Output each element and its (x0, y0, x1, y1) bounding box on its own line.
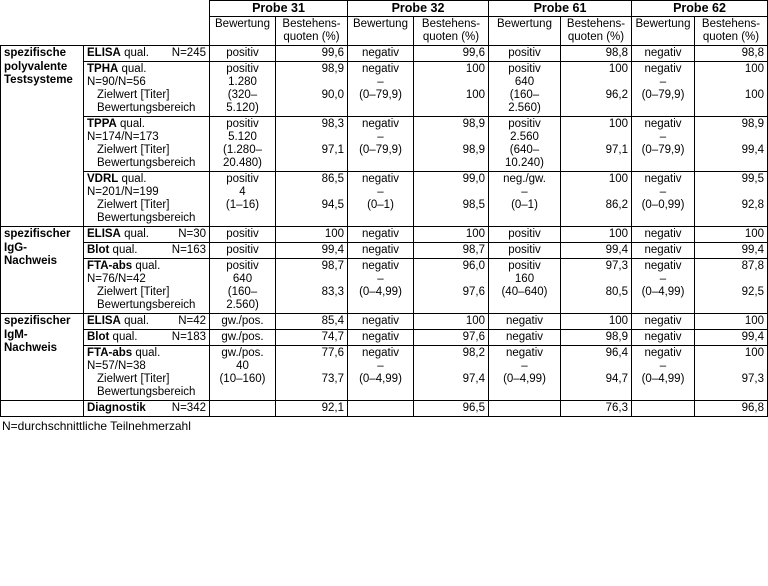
bewertung-cell (632, 401, 695, 417)
quote-cell: 97,3 80,5 (561, 259, 632, 314)
participant-count: N=245 (171, 47, 206, 59)
table-row (1, 401, 768, 417)
bewertung-cell (489, 401, 561, 417)
table-row (1, 330, 768, 346)
table-body (1, 46, 768, 417)
quoten-header: Bestehens- quoten (%) (276, 17, 348, 46)
bewertung-cell: negativ – (0–79,9) (348, 117, 414, 172)
quote-cell: 100 96,2 (561, 62, 632, 117)
quote-cell: 100 (695, 314, 768, 330)
quote-cell: 99,4 (695, 243, 768, 259)
table-row (1, 117, 768, 172)
sub-label: Bewertungsbereich (97, 386, 196, 398)
sub-label: Zielwert [Titer] (97, 199, 170, 211)
quote-cell: 92,1 (276, 401, 348, 417)
bewertung-cell: positiv (489, 46, 561, 62)
quote-cell: 98,2 97,4 (414, 346, 489, 401)
sub-label: Zielwert [Titer] (97, 89, 170, 101)
table-row (1, 346, 768, 401)
bewertung-cell: negativ – (0–4,99) (632, 346, 695, 401)
test-qualifier: qual. (109, 244, 138, 256)
bewertung-cell: negativ – (0–1) (348, 172, 414, 227)
bewertung-cell: positiv 4 (1–16) (210, 172, 276, 227)
sub-label: Zielwert [Titer] (97, 286, 170, 298)
test-name: ELISA (87, 315, 121, 327)
test-qualifier: qual. (118, 173, 147, 185)
probe-header: Probe 62 (632, 1, 768, 17)
quoten-header: Bestehens- quoten (%) (414, 17, 489, 46)
quote-cell: 99,4 (695, 330, 768, 346)
bewertung-cell: positiv (489, 243, 561, 259)
quote-cell: 100 100 (695, 62, 768, 117)
participant-count: N=342 (171, 402, 206, 414)
bewertung-cell: negativ (632, 243, 695, 259)
test-qualifier: qual. (132, 347, 161, 359)
bewertung-cell: negativ (632, 330, 695, 346)
quote-cell: 98,9 90,0 (276, 62, 348, 117)
quote-cell: 98,8 (695, 46, 768, 62)
quote-cell: 96,4 94,7 (561, 346, 632, 401)
bewertung-cell: negativ – (0–79,9) (632, 117, 695, 172)
quote-cell: 99,5 92,8 (695, 172, 768, 227)
bewertung-header: Bewertung (210, 17, 276, 46)
footnote: N=durchschnittliche Teilnehmerzahl (2, 419, 191, 433)
table-row (1, 259, 768, 314)
participant-count: N=201/N=199 (87, 186, 159, 198)
group-label: spezifische polyvalente Testsysteme (1, 46, 84, 227)
bewertung-header: Bewertung (632, 17, 695, 46)
table-row (1, 172, 768, 227)
quote-cell: 87,8 92,5 (695, 259, 768, 314)
quote-cell: 86,5 94,5 (276, 172, 348, 227)
quote-cell: 98,7 83,3 (276, 259, 348, 314)
participant-count: N=174/N=173 (87, 131, 159, 143)
test-qualifier: qual. (132, 260, 161, 272)
bewertung-cell: negativ (632, 227, 695, 243)
test-name-cell (84, 243, 210, 259)
test-name: ELISA (87, 47, 121, 59)
bewertung-cell: positiv 640 (160– 2.560) (489, 62, 561, 117)
quote-cell: 98,9 98,9 (414, 117, 489, 172)
group-label: spezifischer IgM- Nachweis (1, 314, 84, 401)
bewertung-cell: negativ – (0–79,9) (632, 62, 695, 117)
table-row (1, 314, 768, 330)
quote-cell: 100 (414, 227, 489, 243)
bewertung-cell: positiv (489, 227, 561, 243)
quote-cell: 98,8 (561, 46, 632, 62)
bewertung-cell: negativ (489, 314, 561, 330)
quote-cell: 100 (561, 227, 632, 243)
test-name-cell (84, 172, 210, 227)
test-qualifier: qual. (118, 63, 147, 75)
probe-header-row (1, 1, 768, 17)
participant-count: N=57/N=38 (87, 360, 146, 372)
bewertung-cell: negativ (348, 46, 414, 62)
test-name-cell (84, 330, 210, 346)
test-name: TPPA (87, 118, 117, 130)
quote-cell: 100 (276, 227, 348, 243)
bewertung-cell: positiv (210, 243, 276, 259)
quote-cell: 99,4 (276, 243, 348, 259)
bewertung-cell: negativ – (0–79,9) (348, 62, 414, 117)
sub-label: Bewertungsbereich (97, 102, 196, 114)
bewertung-cell: gw./pos. 40 (10–160) (210, 346, 276, 401)
test-name-cell (84, 401, 210, 417)
bewertung-cell (210, 401, 276, 417)
participant-count: N=163 (171, 244, 206, 256)
quote-cell: 99,6 (276, 46, 348, 62)
bewertung-cell: positiv (210, 46, 276, 62)
sub-label: Zielwert [Titer] (97, 144, 170, 156)
test-name: Blot (87, 244, 110, 256)
quote-cell: 76,3 (561, 401, 632, 417)
test-name-cell (84, 117, 210, 172)
sub-label: Zielwert [Titer] (97, 373, 170, 385)
probe-header: Probe 32 (348, 1, 489, 17)
quote-cell: 99,6 (414, 46, 489, 62)
quote-cell: 100 100 (414, 62, 489, 117)
participant-count: N=76/N=42 (87, 273, 146, 285)
test-name-cell (84, 346, 210, 401)
table-row (1, 46, 768, 62)
table-row (1, 243, 768, 259)
test-name: ELISA (87, 228, 121, 240)
bewertung-cell: negativ – (0–4,99) (489, 346, 561, 401)
quote-cell: 98,9 99,4 (695, 117, 768, 172)
bewertung-header: Bewertung (489, 17, 561, 46)
quote-cell: 99,4 (561, 243, 632, 259)
participant-count: N=30 (178, 228, 206, 240)
bewertung-cell: positiv 5.120 (1.280– 20.480) (210, 117, 276, 172)
quoten-header: Bestehens- quoten (%) (561, 17, 632, 46)
bewertung-cell: positiv 640 (160– 2.560) (210, 259, 276, 314)
test-name-cell (84, 227, 210, 243)
probe-header: Probe 61 (489, 1, 632, 17)
test-name: TPHA (87, 63, 119, 75)
quote-cell: 100 86,2 (561, 172, 632, 227)
bewertung-cell: positiv (210, 227, 276, 243)
bewertung-cell: negativ – (0–4,99) (348, 346, 414, 401)
quote-cell: 100 (561, 314, 632, 330)
bewertung-cell: negativ – (0–4,99) (348, 259, 414, 314)
header-blank-cell (1, 1, 210, 46)
test-qualifier: qual. (120, 228, 150, 240)
quote-cell: 98,7 (414, 243, 489, 259)
quoten-header: Bestehens- quoten (%) (695, 17, 768, 46)
participant-count: N=42 (178, 315, 206, 327)
group-label: spezifischer IgG- Nachweis (1, 227, 84, 314)
test-name: Blot (87, 331, 110, 343)
test-name: Diagnostik (87, 402, 146, 414)
bewertung-cell: negativ (348, 243, 414, 259)
quote-cell: 96,8 (695, 401, 768, 417)
test-name: FTA-abs (87, 260, 133, 272)
test-qualifier: qual. (120, 47, 150, 59)
test-name: VDRL (87, 173, 119, 185)
quote-cell: 100 97,3 (695, 346, 768, 401)
test-qualifier: qual. (109, 331, 138, 343)
test-name-cell (84, 314, 210, 330)
bewertung-cell: negativ (632, 46, 695, 62)
quote-cell: 98,3 97,1 (276, 117, 348, 172)
quote-cell: 96,5 (414, 401, 489, 417)
probe-header: Probe 31 (210, 1, 348, 17)
group-label-empty (1, 401, 84, 417)
quote-cell: 100 97,1 (561, 117, 632, 172)
test-name-cell (84, 62, 210, 117)
participant-count: N=183 (171, 331, 206, 343)
bewertung-cell: positiv 160 (40–640) (489, 259, 561, 314)
bewertung-cell: negativ (632, 314, 695, 330)
quote-cell: 85,4 (276, 314, 348, 330)
test-name-cell (84, 259, 210, 314)
table-row (1, 227, 768, 243)
quote-cell: 100 (695, 227, 768, 243)
bewertung-cell: negativ (489, 330, 561, 346)
bewertung-cell: gw./pos. (210, 330, 276, 346)
sub-label: Bewertungsbereich (97, 157, 196, 169)
bewertung-cell (348, 401, 414, 417)
quote-cell: 98,9 (561, 330, 632, 346)
test-qualifier: qual. (120, 315, 150, 327)
sub-label: Bewertungsbereich (97, 299, 196, 311)
bewertung-cell: negativ (348, 314, 414, 330)
bewertung-header: Bewertung (348, 17, 414, 46)
bewertung-cell: negativ – (0–0,99) (632, 172, 695, 227)
bewertung-cell: negativ (348, 330, 414, 346)
test-name-cell (84, 46, 210, 62)
bewertung-cell: gw./pos. (210, 314, 276, 330)
quote-cell: 99,0 98,5 (414, 172, 489, 227)
quote-cell: 100 (414, 314, 489, 330)
bewertung-cell: negativ (348, 227, 414, 243)
table-row (1, 62, 768, 117)
sub-label: Bewertungsbereich (97, 212, 196, 224)
participant-count: N=90/N=56 (87, 76, 146, 88)
test-name: FTA-abs (87, 347, 133, 359)
quote-cell: 97,6 (414, 330, 489, 346)
bewertung-cell: positiv 1.280 (320– 5.120) (210, 62, 276, 117)
bewertung-cell: neg./gw. – (0–1) (489, 172, 561, 227)
bewertung-cell: negativ – (0–4,99) (632, 259, 695, 314)
quote-cell: 96,0 97,6 (414, 259, 489, 314)
quote-cell: 74,7 (276, 330, 348, 346)
bewertung-cell: positiv 2.560 (640– 10.240) (489, 117, 561, 172)
quote-cell: 77,6 73,7 (276, 346, 348, 401)
test-qualifier: qual. (116, 118, 145, 130)
